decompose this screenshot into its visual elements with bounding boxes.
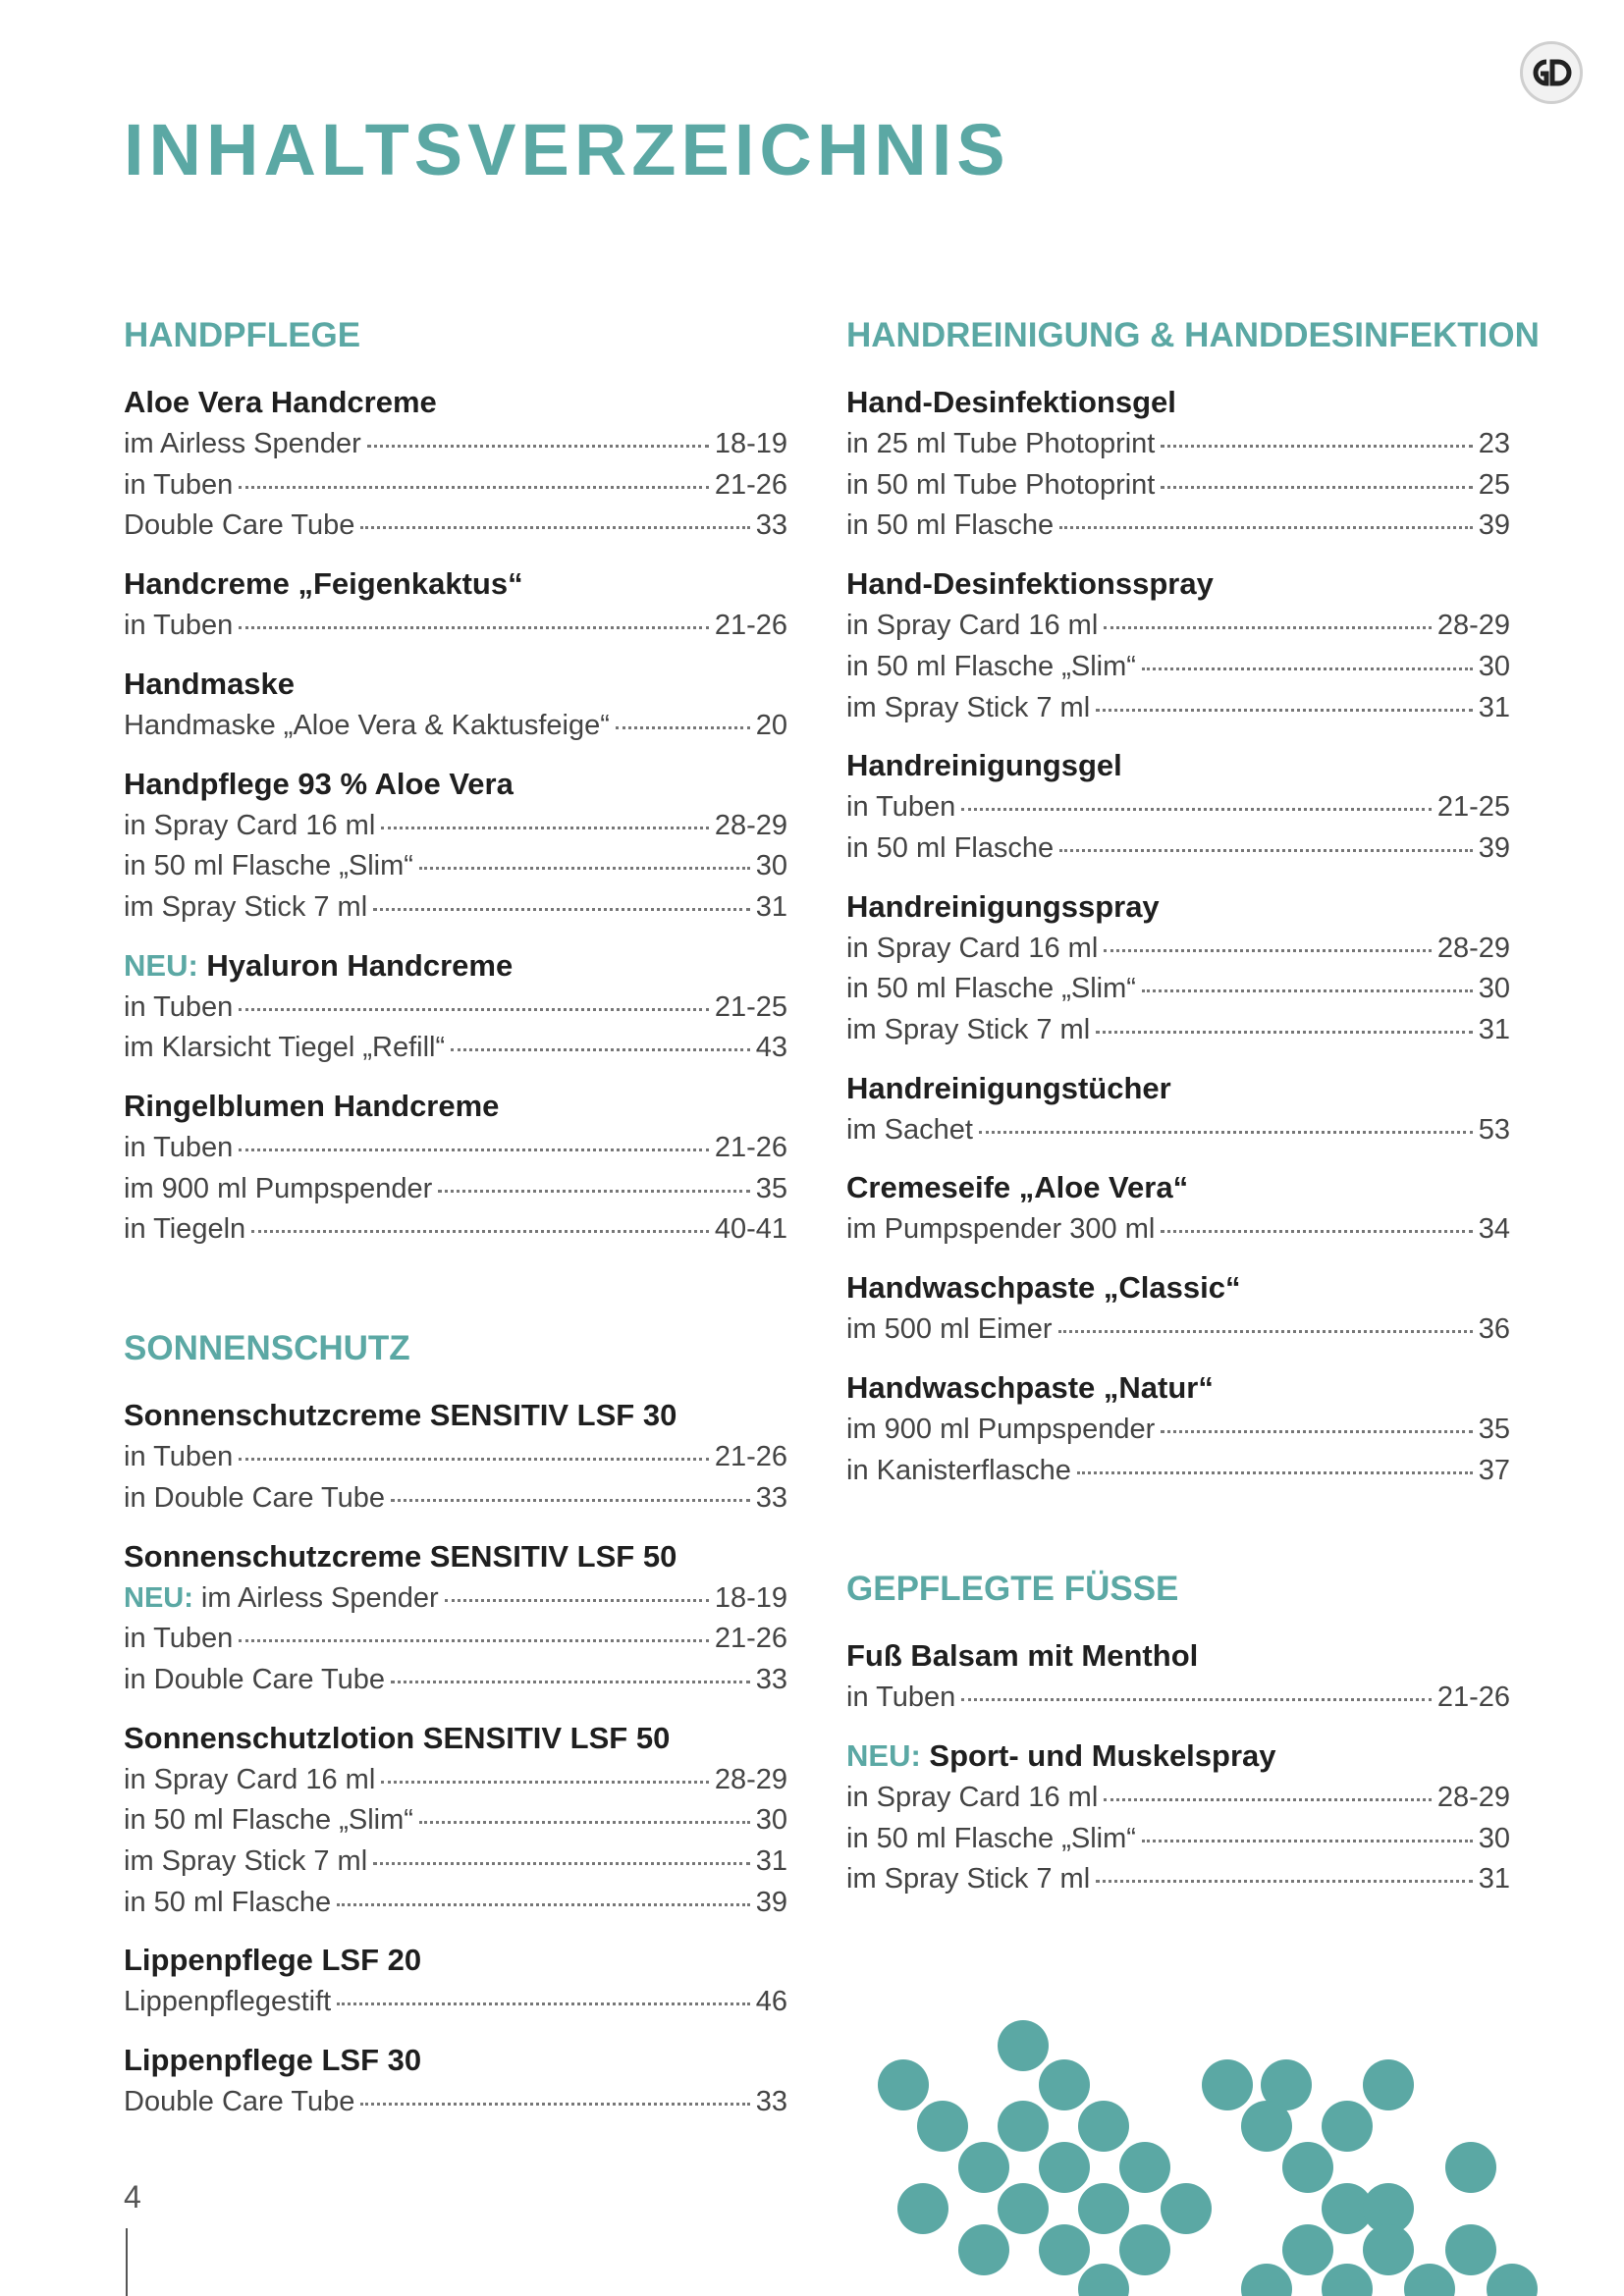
entry-label: in 50 ml Flasche bbox=[124, 1886, 332, 1918]
decorative-dot bbox=[998, 2101, 1049, 2152]
neu-badge: NEU: bbox=[124, 1581, 193, 1614]
entry-label: in Spray Card 16 ml bbox=[124, 809, 376, 841]
page-ref: 21-26 bbox=[714, 1623, 787, 1655]
product-name: Cremeseife „Aloe Vera“ bbox=[846, 1170, 1189, 1205]
entry-label: in Spray Card 16 ml bbox=[124, 1763, 376, 1795]
entry-label: in Spray Card 16 ml bbox=[846, 1781, 1099, 1813]
section-title: SONNENSCHUTZ bbox=[124, 1329, 410, 1368]
page-ref: 28-29 bbox=[1436, 932, 1510, 964]
page-ref: 35 bbox=[755, 1172, 787, 1204]
page-ref: 28-29 bbox=[1436, 610, 1510, 642]
page-ref: 31 bbox=[755, 1845, 787, 1878]
entry-label: im Spray Stick 7 ml bbox=[846, 691, 1091, 723]
decorative-dot bbox=[1282, 2224, 1333, 2275]
entry-label: in Tuben bbox=[124, 468, 234, 501]
product-name: Lippenpflege LSF 20 bbox=[124, 1943, 422, 1978]
decorative-dot bbox=[1363, 2224, 1414, 2275]
page-ref: 30 bbox=[1478, 1822, 1510, 1854]
decorative-dot bbox=[1202, 2059, 1253, 2110]
product-name: Ringelblumen Handcreme bbox=[124, 1089, 500, 1124]
page-ref: 36 bbox=[1478, 1313, 1510, 1346]
product-name: Sonnenschutzcreme SENSITIV LSF 30 bbox=[124, 1398, 677, 1433]
page-ref: 30 bbox=[1478, 650, 1510, 682]
decorative-dot bbox=[1078, 2264, 1129, 2296]
entry-label: Lippenpflegestift bbox=[124, 1986, 332, 2018]
entry-label: im 500 ml Eimer bbox=[846, 1313, 1053, 1346]
page-ref: 28-29 bbox=[1436, 1781, 1510, 1813]
entry-label: in Tuben bbox=[124, 990, 234, 1023]
page-ref: 31 bbox=[1478, 691, 1510, 723]
page-title: INHALTSVERZEICHNIS bbox=[124, 109, 1010, 190]
page-ref: 31 bbox=[755, 890, 787, 923]
entry-label: Double Care Tube bbox=[124, 2086, 355, 2118]
product-name: Sonnenschutzcreme SENSITIV LSF 50 bbox=[124, 1538, 677, 1574]
product-name: Fuß Balsam mit Menthol bbox=[846, 1638, 1199, 1674]
entry-label: in 50 ml Flasche bbox=[846, 509, 1055, 542]
decorative-dot bbox=[1078, 2183, 1129, 2234]
product-name: Handcreme „Feigenkaktus“ bbox=[124, 566, 523, 602]
entry-label: im Klarsicht Tiegel „Refill“ bbox=[124, 1032, 446, 1064]
page-ref: 31 bbox=[1478, 1863, 1510, 1896]
decorative-dot bbox=[917, 2101, 968, 2152]
entry-label: in 50 ml Tube Photoprint bbox=[846, 468, 1156, 501]
page-ref: 39 bbox=[755, 1886, 787, 1918]
decorative-dot bbox=[1078, 2101, 1129, 2152]
decorative-dot bbox=[878, 2059, 929, 2110]
decorative-dot bbox=[1161, 2183, 1212, 2234]
entry-label: in Tiegeln bbox=[124, 1213, 246, 1246]
entry-label: in 50 ml Flasche „Slim“ bbox=[846, 650, 1136, 682]
decorative-dot bbox=[998, 2020, 1049, 2071]
entry-label: in Tuben bbox=[846, 791, 956, 824]
entry-label: in Double Care Tube bbox=[124, 1663, 385, 1695]
decorative-dot bbox=[1039, 2059, 1090, 2110]
entry-label: im Spray Stick 7 ml bbox=[846, 1863, 1091, 1896]
page-ref: 34 bbox=[1478, 1213, 1510, 1246]
entry-label: in Tuben bbox=[124, 1441, 234, 1473]
section-title: HANDPFLEGE bbox=[124, 316, 361, 354]
entry-label: in Tuben bbox=[124, 610, 234, 642]
page-ref: 18-19 bbox=[714, 1581, 787, 1614]
page-ref: 25 bbox=[1478, 468, 1510, 501]
decorative-dot bbox=[1241, 2264, 1292, 2296]
product-name: Handpflege 93 % Aloe Vera bbox=[124, 766, 514, 801]
page-ref: 40-41 bbox=[714, 1213, 787, 1246]
decorative-dot bbox=[998, 2183, 1049, 2234]
product-name: Handwaschpaste „Classic“ bbox=[846, 1270, 1241, 1306]
entry-label: in Kanisterflasche bbox=[846, 1454, 1071, 1486]
decorative-dot bbox=[1487, 2264, 1538, 2296]
product-name: Hand-Desinfektionsgel bbox=[846, 385, 1176, 419]
entry-label: im 900 ml Pumpspender bbox=[124, 1172, 433, 1204]
entry-label: im Spray Stick 7 ml bbox=[124, 1845, 368, 1878]
entry-label: im Sachet bbox=[846, 1113, 973, 1146]
product-name: Aloe Vera Handcreme bbox=[124, 385, 437, 419]
page-ref: 33 bbox=[755, 2086, 787, 2118]
page-ref: 37 bbox=[1478, 1454, 1510, 1486]
entry-label: in 50 ml Flasche bbox=[846, 831, 1055, 864]
product-name: Handreinigungstücher bbox=[846, 1070, 1171, 1105]
decorative-dot bbox=[1119, 2142, 1170, 2193]
entry-label: im Spray Stick 7 ml bbox=[846, 1014, 1091, 1046]
page-ref: 33 bbox=[755, 509, 787, 542]
decorative-dot bbox=[958, 2224, 1009, 2275]
page-ref: 30 bbox=[755, 850, 787, 882]
entry-label: in Tuben bbox=[124, 1623, 234, 1655]
page-ref: 21-25 bbox=[714, 990, 787, 1023]
product-name: Sport- und Muskelspray bbox=[929, 1737, 1276, 1773]
page-ref: 33 bbox=[755, 1481, 787, 1514]
page-ref: 39 bbox=[1478, 509, 1510, 542]
entry-label: in Double Care Tube bbox=[124, 1481, 385, 1514]
page-ref: 23 bbox=[1478, 428, 1510, 459]
page-ref: 21-26 bbox=[714, 1132, 787, 1164]
product-name: Hyaluron Handcreme bbox=[206, 947, 514, 983]
page-ref: 21-26 bbox=[714, 468, 787, 501]
page-ref: 21-25 bbox=[1436, 791, 1510, 824]
page-ref: 31 bbox=[1478, 1014, 1510, 1046]
page-ref: 30 bbox=[1478, 973, 1510, 1005]
neu-badge: NEU: bbox=[124, 947, 198, 983]
entry-label: im 900 ml Pumpspender bbox=[846, 1413, 1156, 1445]
decorative-dot bbox=[1282, 2142, 1333, 2193]
product-name: Lippenpflege LSF 30 bbox=[124, 2043, 422, 2078]
entry-label: im Airless Spender bbox=[200, 1581, 439, 1614]
decorative-dot bbox=[897, 2183, 948, 2234]
page-ref: 35 bbox=[1478, 1413, 1510, 1445]
page-ref: 39 bbox=[1478, 831, 1510, 864]
product-name: Handreinigungsspray bbox=[846, 888, 1160, 924]
entry-label: in 50 ml Flasche „Slim“ bbox=[124, 850, 413, 882]
entry-label: in 50 ml Flasche „Slim“ bbox=[846, 1822, 1136, 1854]
decorative-dot bbox=[1404, 2264, 1455, 2296]
page-ref: 21-26 bbox=[714, 610, 787, 642]
decorative-dot bbox=[958, 2142, 1009, 2193]
page-ref: 20 bbox=[755, 709, 787, 741]
decorative-dot bbox=[1445, 2142, 1496, 2193]
page-ref: 46 bbox=[755, 1986, 787, 2018]
decorative-dot bbox=[1039, 2142, 1090, 2193]
entry-label: in 25 ml Tube Photoprint bbox=[846, 428, 1156, 459]
product-name: Handwaschpaste „Natur“ bbox=[846, 1369, 1214, 1405]
decorative-dot bbox=[1322, 2101, 1373, 2152]
page-number: 4 bbox=[124, 2179, 141, 2215]
page-ref: 21-26 bbox=[714, 1441, 787, 1473]
page-ref: 21-26 bbox=[1436, 1682, 1510, 1714]
entry-label: im Pumpspender 300 ml bbox=[846, 1213, 1156, 1246]
product-name: Sonnenschutzlotion SENSITIV LSF 50 bbox=[124, 1720, 671, 1755]
decorative-dot bbox=[1363, 2059, 1414, 2110]
page-ref: 33 bbox=[755, 1663, 787, 1695]
page-ref: 30 bbox=[755, 1804, 787, 1837]
decorative-dot bbox=[1241, 2101, 1292, 2152]
entry-label: in Spray Card 16 ml bbox=[846, 932, 1099, 964]
entry-label: in 50 ml Flasche „Slim“ bbox=[124, 1804, 413, 1837]
entry-label: in 50 ml Flasche „Slim“ bbox=[846, 973, 1136, 1005]
decorative-dot bbox=[1445, 2224, 1496, 2275]
neu-badge: NEU: bbox=[846, 1737, 921, 1773]
page-ref: 43 bbox=[755, 1032, 787, 1064]
product-name: Handmaske bbox=[124, 666, 296, 701]
page-ref: 53 bbox=[1478, 1113, 1510, 1146]
page-ref: 18-19 bbox=[714, 428, 787, 459]
entry-label: in Tuben bbox=[846, 1682, 956, 1714]
section-title: GEPFLEGTE FÜSSE bbox=[846, 1570, 1179, 1609]
entry-label: in Tuben bbox=[124, 1132, 234, 1164]
decorative-dot bbox=[1039, 2224, 1090, 2275]
decorative-dot bbox=[1119, 2224, 1170, 2275]
entry-label: Handmaske „Aloe Vera & Kaktusfeige“ bbox=[124, 709, 610, 741]
entry-label: im Spray Stick 7 ml bbox=[124, 890, 368, 923]
page-ref: 28-29 bbox=[714, 1763, 787, 1795]
decorative-dot bbox=[1322, 2264, 1373, 2296]
entry-label: im Airless Spender bbox=[124, 428, 361, 459]
entry-label: Double Care Tube bbox=[124, 509, 355, 542]
page-ref: 28-29 bbox=[714, 809, 787, 841]
section-title: HANDREINIGUNG & HANDDESINFEKTION bbox=[846, 316, 1540, 354]
entry-label: in Spray Card 16 ml bbox=[846, 610, 1099, 642]
product-name: Handreinigungsgel bbox=[846, 748, 1122, 783]
product-name: Hand-Desinfektionsspray bbox=[846, 566, 1214, 602]
